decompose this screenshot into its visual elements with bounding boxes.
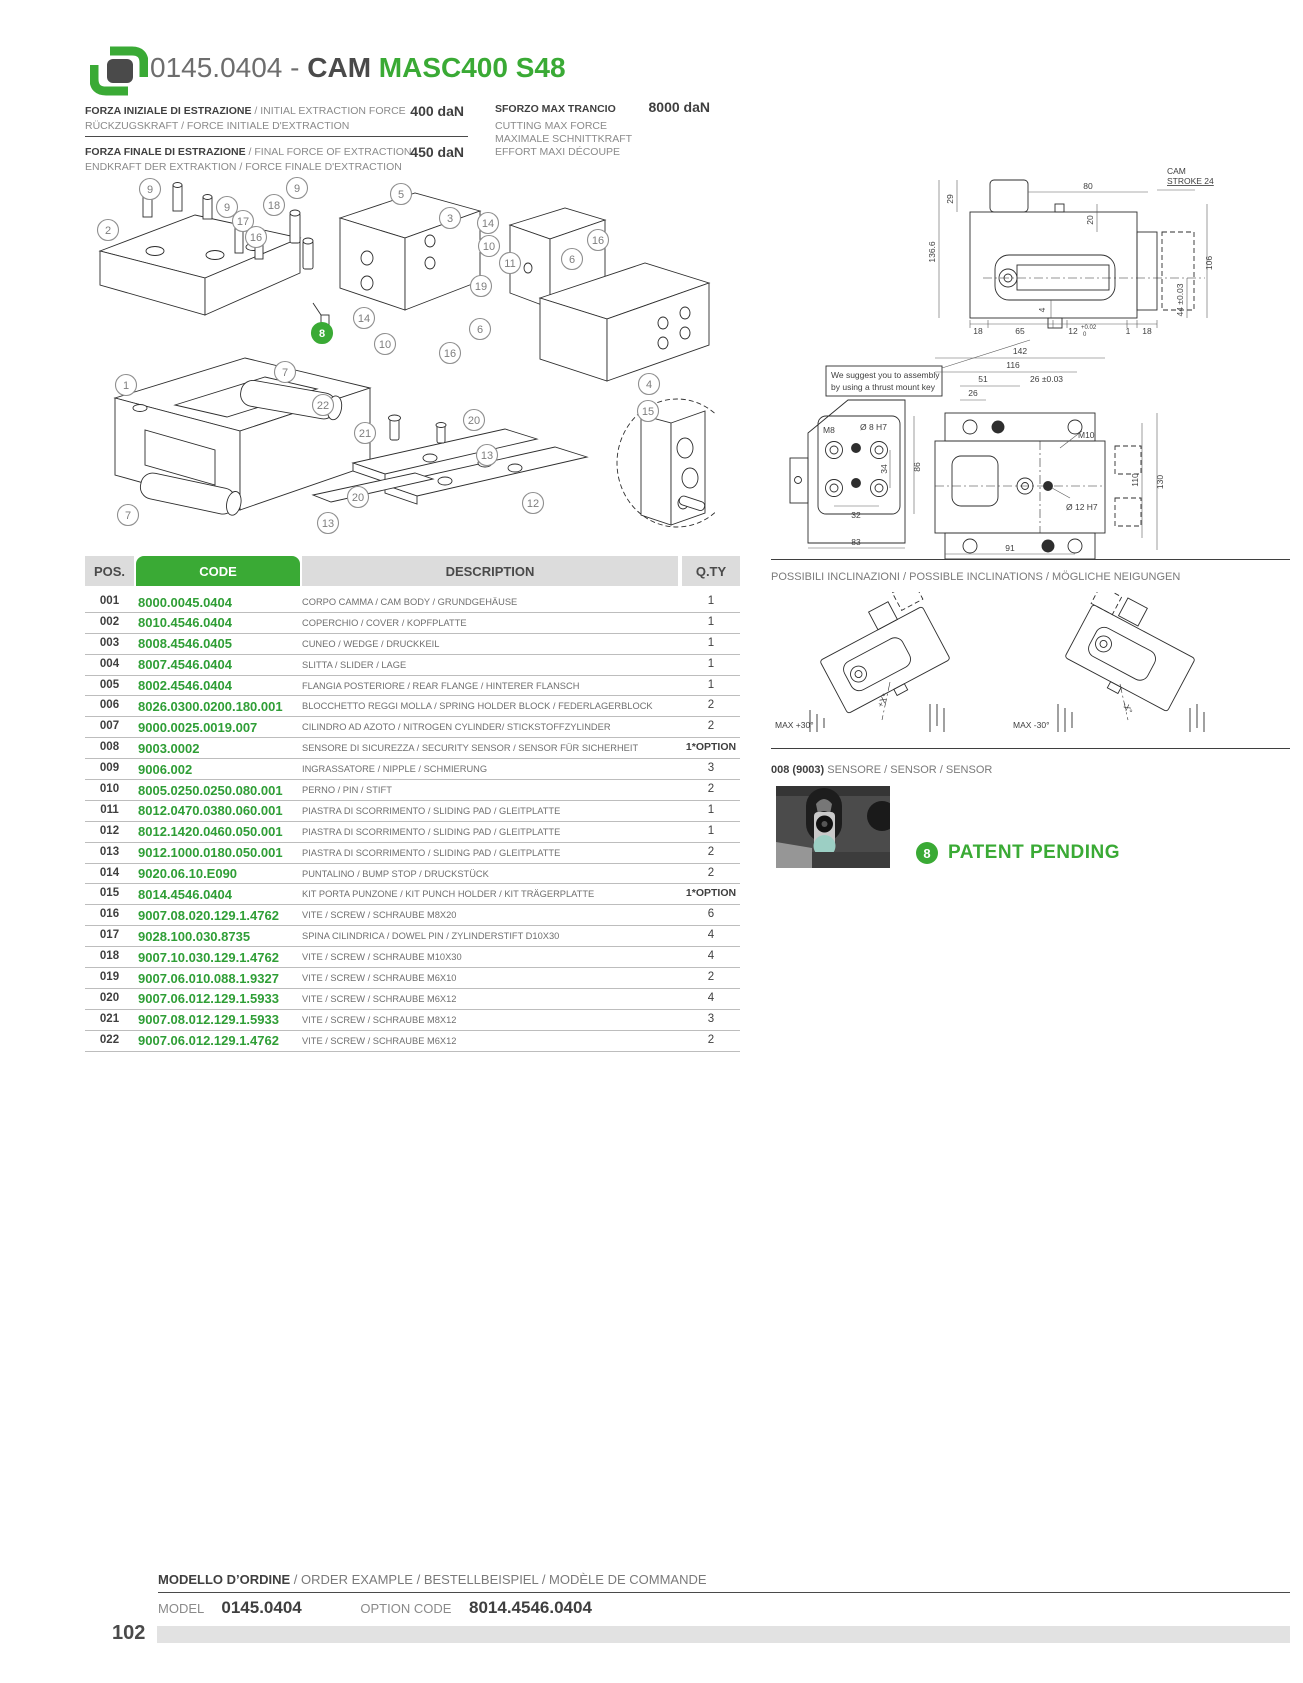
table-row [85, 696, 740, 717]
part-code: 8026.0300.0200.180.001 [138, 698, 283, 714]
part-description: FLANGIA POSTERIORE / REAR FLANGE / HINTERER FLANSCH [302, 680, 580, 691]
dim-34: 34 [879, 464, 889, 474]
part-code: 8000.0045.0404 [138, 594, 232, 610]
part-description: VITE / SCREW / SCHRAUBE M6X10 [302, 973, 457, 984]
part-description: PIASTRA DI SCORRIMENTO / SLIDING PAD / GLEITPLATTE [302, 826, 561, 837]
part-code: 9000.0025.0019.007 [138, 719, 258, 735]
table-row [85, 989, 740, 1010]
part-qty: 2 [707, 783, 715, 796]
svg-text:21: 21 [358, 427, 372, 440]
divider [771, 748, 1290, 749]
part-code: 9003.0002 [138, 740, 200, 756]
table-row [85, 884, 740, 905]
dim-116: 116 [1006, 360, 1020, 370]
part-pos: 006 [99, 699, 120, 712]
inclinations-title: POSSIBILI INCLINAZIONI / POSSIBLE INCLINATIONS / MÖGLICHE NEIGUNGEN [771, 571, 1181, 583]
spec-value: 400 daN [410, 103, 464, 119]
svg-text:10: 10 [378, 338, 392, 351]
part-code: 9007.10.030.129.1.4762 [138, 949, 279, 965]
dim-29: 29 [945, 194, 955, 204]
title-cam: CAM [307, 52, 379, 83]
part-code: 9007.08.012.129.1.5933 [138, 1012, 279, 1028]
table-row [85, 780, 740, 801]
table-row [85, 717, 740, 738]
part-qty: 4 [707, 991, 715, 1004]
part-qty: 1 [707, 636, 715, 649]
svg-text:7: 7 [281, 366, 289, 379]
part-description: BLOCCHETTO REGGI MOLLA / SPRING HOLDER BLOCK / FEDERLAGERBLOCK [302, 701, 653, 712]
part-code: 9028.100.030.8735 [138, 928, 251, 944]
svg-text:9: 9 [293, 182, 301, 195]
sensor-heading [771, 760, 992, 778]
part-pos: 015 [99, 887, 120, 900]
table-row [85, 843, 740, 864]
svg-text:4: 4 [645, 378, 653, 391]
balloon-16 [440, 343, 461, 364]
table-row [85, 1031, 740, 1052]
assembly-note-line2: by using a thrust mount key [831, 382, 935, 392]
svg-text:17: 17 [236, 215, 250, 228]
sensor-photo [776, 786, 890, 868]
svg-text:2: 2 [104, 224, 112, 237]
table-row [85, 905, 740, 926]
table-row [85, 655, 740, 676]
spec-label: SFORZO MAX TRANCIO [495, 103, 616, 115]
part-pos: 020 [99, 991, 120, 1004]
part-pos: 019 [99, 971, 120, 984]
svg-text:12: 12 [526, 497, 540, 510]
balloon-13 [477, 445, 498, 466]
part-description: VITE / SCREW / SCHRAUBE M8X12 [302, 1014, 457, 1025]
order-row [158, 1598, 592, 1618]
balloon-8-patent [312, 323, 333, 344]
part-description: KIT PORTA PUNZONE / KIT PUNCH HOLDER / KIT TRÄGERPLATTE [302, 889, 595, 900]
angle-minus-label: -X° [1120, 700, 1135, 716]
balloon-1 [116, 375, 137, 396]
balloon-16 [246, 227, 267, 248]
part-description: COPERCHIO / COVER / KOPFPLATTE [302, 617, 467, 628]
header-qty: Q.TY [682, 556, 740, 586]
svg-text:1: 1 [122, 379, 130, 392]
assembly-note-line1: We suggest you to assembly [831, 370, 940, 380]
part-pos: 016 [99, 908, 120, 921]
dim-12-tol-bot: 0 [1083, 332, 1087, 338]
part-pos: 002 [99, 615, 120, 628]
part-code: 8008.4546.0405 [138, 636, 232, 652]
part-code: 9007.06.012.129.1.4762 [138, 1033, 279, 1049]
part-pos: 003 [99, 636, 120, 649]
part-pos: 010 [99, 783, 120, 796]
part-code: 8007.4546.0404 [138, 657, 232, 673]
balloon-14 [354, 308, 375, 329]
part-pos: 014 [99, 866, 120, 879]
balloon-19 [471, 276, 492, 297]
front-views-drawing [730, 338, 1303, 560]
part-qty: 1 [707, 824, 715, 837]
part-code: 9007.06.012.129.1.5933 [138, 991, 279, 1007]
balloon-12 [523, 493, 544, 514]
table-row [85, 968, 740, 989]
cutting-force-spec [495, 99, 710, 159]
part-description: PERNO / PIN / STIFT [302, 785, 392, 796]
svg-text:6: 6 [476, 323, 484, 336]
header-pos: POS. [85, 556, 134, 586]
part-qty: 1*OPTION [685, 887, 737, 900]
balloon-6 [470, 319, 491, 340]
svg-text:9: 9 [223, 201, 231, 214]
dim-91: 91 [1005, 543, 1015, 553]
table-row [85, 759, 740, 780]
dim-1: 1 [1125, 326, 1131, 336]
header-description: DESCRIPTION [302, 556, 678, 586]
part-code: 8002.4546.0404 [138, 678, 232, 694]
balloon-4 [639, 374, 660, 395]
dim-106: 106 [1204, 255, 1214, 271]
order-heading [158, 1572, 1290, 1593]
part-description: SPINA CILINDRICA / DOWEL PIN / ZYLINDERSTIFT D10X30 [302, 931, 560, 942]
parts-rows [85, 592, 740, 1052]
spec-initial-force [85, 99, 468, 137]
table-row [85, 676, 740, 697]
part-pos: 022 [99, 1033, 120, 1046]
dim-18a: 18 [973, 326, 983, 336]
dim-83: 83 [851, 537, 861, 547]
part-code: 8012.1420.0460.050.001 [138, 824, 283, 840]
patent-pending [916, 842, 1120, 864]
part-pos: 017 [99, 929, 120, 942]
dim-4: 4 [1037, 307, 1047, 313]
svg-text:13: 13 [480, 449, 494, 462]
balloon-2 [98, 220, 119, 241]
part-pos: 012 [99, 824, 120, 837]
svg-text:16: 16 [591, 234, 605, 247]
part-description: VITE / SCREW / SCHRAUBE M6X12 [302, 1035, 457, 1046]
balloon-11 [500, 253, 521, 274]
balloon-6 [562, 249, 583, 270]
spec-label-de-fr: RÜCKZUGSKRAFT / FORCE INITIALE D'EXTRACTION [85, 120, 350, 132]
part-qty: 6 [707, 908, 715, 921]
part-description: SENSORE DI SICUREZZA / SECURITY SENSOR / SENSOR FÜR SICHERHEIT [302, 743, 639, 754]
part-code: 9020.06.10.E090 [138, 866, 238, 882]
part-description: INGRASSATORE / NIPPLE / SCHMIERUNG [302, 764, 488, 775]
title-model: MASC400 S48 [378, 52, 566, 83]
dim-18b: 18 [1142, 326, 1152, 336]
svg-text:14: 14 [481, 217, 495, 230]
page-title [150, 52, 566, 84]
part-description: SLITTA / SLIDER / LAGE [302, 659, 407, 670]
table-row [85, 634, 740, 655]
spec-label: FORZA FINALE DI ESTRAZIONE [85, 146, 246, 158]
balloon-10 [479, 236, 500, 257]
title-code: 0145.0404 - [150, 52, 308, 83]
balloon-21 [355, 423, 376, 444]
spec-label-en: / INITIAL EXTRACTION FORCE [251, 105, 406, 117]
balloon-5 [391, 184, 412, 205]
max-minus-label: MAX -30° [1013, 720, 1050, 730]
svg-text:19: 19 [474, 280, 488, 293]
parts-table [85, 556, 740, 1052]
sensor-heading-text: SENSORE / SENSOR / SENSOR [824, 764, 993, 776]
part-qty: 1 [707, 595, 715, 607]
side-view-drawing [865, 160, 1303, 338]
table-row [85, 613, 740, 634]
part-pos: 013 [99, 845, 120, 858]
part-qty: 2 [707, 845, 715, 858]
svg-text:18: 18 [267, 199, 281, 212]
svg-text:5: 5 [397, 188, 405, 201]
dim-44: 44 ±0.03 [1175, 283, 1185, 317]
part-code: 8005.0250.0250.080.001 [138, 782, 283, 798]
dim-cam-label-1: CAM [1167, 166, 1186, 176]
part-code: 9007.08.020.129.1.4762 [138, 907, 279, 923]
spec-label-de-fr: ENDKRAFT DER EXTRAKTION / FORCE FINALE D'EXTRACTION [85, 161, 402, 173]
balloon-3 [440, 208, 461, 229]
order-heading-rest: / ORDER EXAMPLE / BESTELLBEISPIEL / MODÈLE DE COMMANDE [290, 1572, 707, 1587]
svg-text:15: 15 [641, 405, 655, 418]
table-row [85, 738, 740, 759]
spec-line-en: CUTTING MAX FORCE [495, 120, 607, 132]
dim-32: 32 [851, 510, 861, 520]
option-code-label: OPTION CODE [360, 1601, 452, 1616]
balloon-20 [464, 410, 485, 431]
part-description: CORPO CAMMA / CAM BODY / GRUNDGEHÄUSE [302, 597, 518, 607]
part-code: 9007.06.010.088.1.9327 [138, 970, 279, 986]
dim-142: 142 [1012, 346, 1028, 356]
part-pos: 005 [99, 678, 120, 691]
part-pos: 009 [99, 762, 120, 775]
balloon-9 [140, 179, 161, 200]
dim-110: 110 [1130, 473, 1140, 487]
svg-text:13: 13 [321, 517, 335, 530]
part-description: PIASTRA DI SCORRIMENTO / SLIDING PAD / GLEITPLATTE [302, 847, 561, 858]
dim-86: 86 [912, 462, 922, 472]
svg-text:16: 16 [249, 231, 263, 244]
part-pos: 011 [100, 803, 119, 816]
svg-text:7: 7 [124, 509, 132, 522]
part-qty: 2 [707, 866, 715, 879]
table-row [85, 1010, 740, 1031]
part-qty: 2 [707, 971, 715, 984]
spec-line-de: MAXIMALE SCHNITTKRAFT [495, 133, 633, 145]
model-label: MODEL [158, 1601, 204, 1616]
table-row [85, 864, 740, 885]
part-qty: 1 [707, 657, 715, 670]
balloon-16 [588, 230, 609, 251]
balloon-9 [287, 178, 308, 199]
spec-label-en: / FINAL FORCE OF EXTRACTION [245, 146, 412, 158]
svg-text:9: 9 [146, 183, 154, 196]
spec-line-fr: EFFORT MAXI DÉCOUPE [495, 146, 621, 158]
table-row [85, 926, 740, 947]
dim-cam-label-2: STROKE 24 [1167, 176, 1214, 186]
part-qty: 2 [707, 720, 715, 733]
balloon-15 [638, 401, 659, 422]
part-code: 8014.4546.0404 [138, 886, 232, 902]
option-code-value: 8014.4546.0404 [469, 1598, 592, 1617]
svg-text:20: 20 [467, 414, 481, 427]
dim-136: 136.6 [927, 241, 937, 263]
table-row [85, 801, 740, 822]
svg-text:14: 14 [357, 312, 371, 325]
part-pos: 018 [99, 950, 120, 963]
dim-20: 20 [1085, 215, 1095, 225]
balloon-14 [478, 213, 499, 234]
svg-text:16: 16 [443, 347, 457, 360]
part-qty: 1 [707, 803, 715, 816]
balloon-7 [275, 362, 296, 383]
dim-m10: M10 [1078, 430, 1095, 440]
part-code: 9006.002 [138, 761, 193, 777]
part-description: PIASTRA DI SCORRIMENTO / SLIDING PAD / GLEITPLATTE [302, 805, 561, 816]
part-pos: 008 [99, 741, 120, 754]
part-qty: 3 [707, 762, 715, 775]
dim-dia8: Ø 8 H7 [860, 422, 887, 432]
svg-text:3: 3 [446, 212, 454, 225]
table-row [85, 822, 740, 843]
order-heading-bold: MODELLO D’ORDINE [158, 1572, 291, 1587]
dim-26tol: 26 ±0.03 [1030, 374, 1064, 384]
part-pos: 004 [99, 657, 120, 670]
svg-text:22: 22 [316, 399, 330, 412]
balloon-13 [318, 513, 339, 534]
sensor-heading-pos: 008 (9003) [771, 764, 825, 776]
dim-26: 26 [968, 388, 978, 398]
part-code: 8012.0470.0380.060.001 [138, 803, 283, 819]
dim-80: 80 [1083, 181, 1093, 191]
svg-text:20: 20 [351, 491, 365, 504]
part-qty: 2 [707, 1033, 715, 1046]
svg-text:10: 10 [482, 240, 496, 253]
patent-badge: 8 [916, 842, 938, 864]
max-plus-label: MAX +30° [775, 720, 814, 730]
svg-text:8: 8 [318, 327, 326, 340]
part-qty: 2 [707, 699, 715, 712]
part-qty: 1 [707, 615, 715, 628]
svg-text:11: 11 [504, 257, 516, 270]
footer-bar [157, 1626, 1290, 1643]
dim-12: 12 [1068, 326, 1078, 336]
model-value: 0145.0404 [221, 1598, 302, 1617]
part-description: PUNTALINO / BUMP STOP / DRUCKSTÜCK [302, 868, 489, 879]
part-code: 8010.4546.0404 [138, 615, 232, 631]
part-pos: 021 [99, 1012, 120, 1025]
part-description: VITE / SCREW / SCHRAUBE M6X12 [302, 993, 457, 1004]
dim-51: 51 [978, 374, 988, 384]
spec-value: 8000 daN [648, 99, 710, 115]
balloon-22 [313, 395, 334, 416]
part-qty: 4 [707, 929, 715, 942]
part-qty: 3 [707, 1012, 715, 1025]
part-description: VITE / SCREW / SCHRAUBE M10X30 [302, 952, 462, 963]
part-qty: 1 [707, 678, 715, 691]
spec-label: FORZA INIZIALE DI ESTRAZIONE [85, 105, 252, 117]
divider [771, 559, 1290, 560]
angle-plus-label: +X° [874, 691, 891, 709]
part-description: CILINDRO AD AZOTO / NITROGEN CYLINDER/ STICKSTOFFZYLINDER [302, 722, 611, 733]
exploded-view-drawing [85, 163, 715, 535]
balloon-7 [118, 505, 139, 526]
part-pos: 001 [99, 595, 120, 607]
part-description: VITE / SCREW / SCHRAUBE M8X20 [302, 910, 457, 921]
part-pos: 007 [99, 720, 120, 733]
page-number: 102 [112, 1622, 146, 1644]
part-code: 9012.1000.0180.050.001 [138, 845, 283, 861]
dim-12-tol-top: +0.02 [1081, 325, 1097, 331]
header-code: CODE [136, 556, 300, 586]
part-qty: 1*OPTION [685, 741, 737, 754]
dim-dia12: Ø 12 H7 [1066, 502, 1098, 512]
inclinations-drawing [770, 592, 1300, 747]
spec-value: 450 daN [410, 144, 464, 160]
dim-130: 130 [1155, 474, 1165, 490]
balloon-18 [264, 195, 285, 216]
patent-label: PATENT PENDING [948, 842, 1121, 863]
table-row [85, 947, 740, 968]
balloon-10 [375, 334, 396, 355]
balloon-20 [348, 487, 369, 508]
parts-table-header [85, 556, 740, 586]
part-description: CUNEO / WEDGE / DRUCKKEIL [302, 638, 440, 649]
svg-text:6: 6 [568, 253, 576, 266]
dim-m8: M8 [823, 425, 835, 435]
dim-65: 65 [1015, 326, 1025, 336]
table-row [85, 592, 740, 613]
part-qty: 4 [707, 950, 715, 963]
brand-logo-icon [90, 46, 148, 96]
